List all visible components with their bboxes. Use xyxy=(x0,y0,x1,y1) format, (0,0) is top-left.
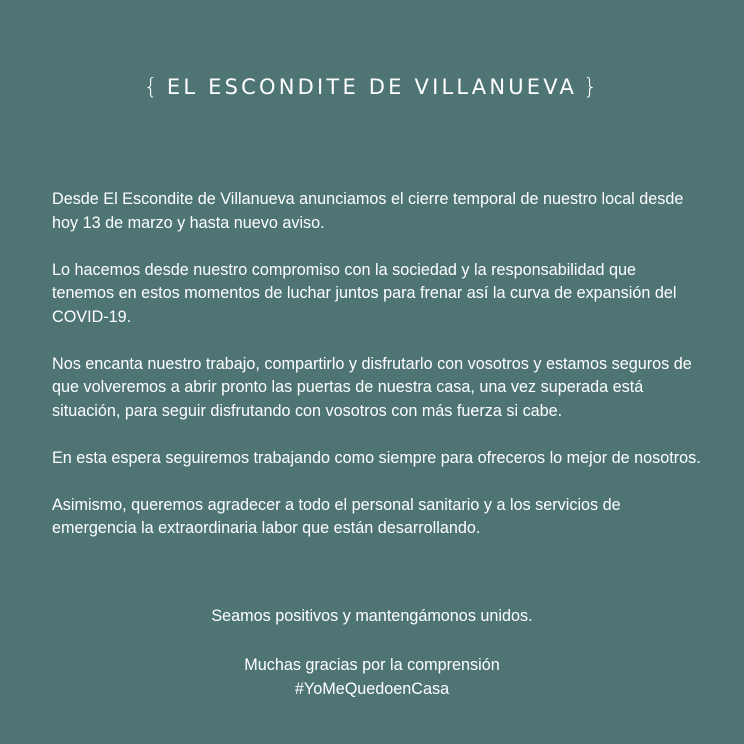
paragraph-waiting: En esta espera seguiremos trabajando como siempre para ofreceros lo mejor de nosotros. xyxy=(52,448,701,467)
brace-open: { xyxy=(143,75,161,100)
brand-title: EL ESCONDITE DE VILLANUEVA xyxy=(166,75,578,99)
paragraph-gratitude: Asimismo, queremos agradecer a todo el personal sanitario y a los servicios de emergencia la extraordinaria labor que están desarrollando. xyxy=(52,495,621,537)
announcement-body xyxy=(52,188,702,564)
closing-slogan-block xyxy=(0,605,744,629)
paragraph-closure: Desde El Escondite de Villanueva anunciamos el cierre temporal de nuestro local desde hoy 13 de marzo y hasta nuevo aviso. xyxy=(52,190,684,232)
closing-slogan: Seamos positivos y mantengámonos unidos. xyxy=(211,607,533,625)
closing-thanks: Muchas gracias por la comprensión xyxy=(244,656,500,674)
brace-close: } xyxy=(583,75,601,100)
closing-thanks-block xyxy=(0,654,744,701)
brand-header xyxy=(0,70,744,105)
paragraph-love-of-work: Nos encanta nuestro trabajo, compartirlo y disfrutarlo con vosotros y estamos seguros de que volveremos a abrir pronto las puertas de nuestra casa, una vez superada está situación, para seguir disfrutando con vosotros con más fuerza si cabe. xyxy=(52,354,692,420)
paragraph-commitment: Lo hacemos desde nuestro compromiso con la sociedad y la responsabilidad que tenemos en estos momentos de luchar juntos para frenar así la curva de expansión del COVID-19. xyxy=(52,260,677,326)
closing-hashtag: #YoMeQuedoenCasa xyxy=(294,679,450,698)
